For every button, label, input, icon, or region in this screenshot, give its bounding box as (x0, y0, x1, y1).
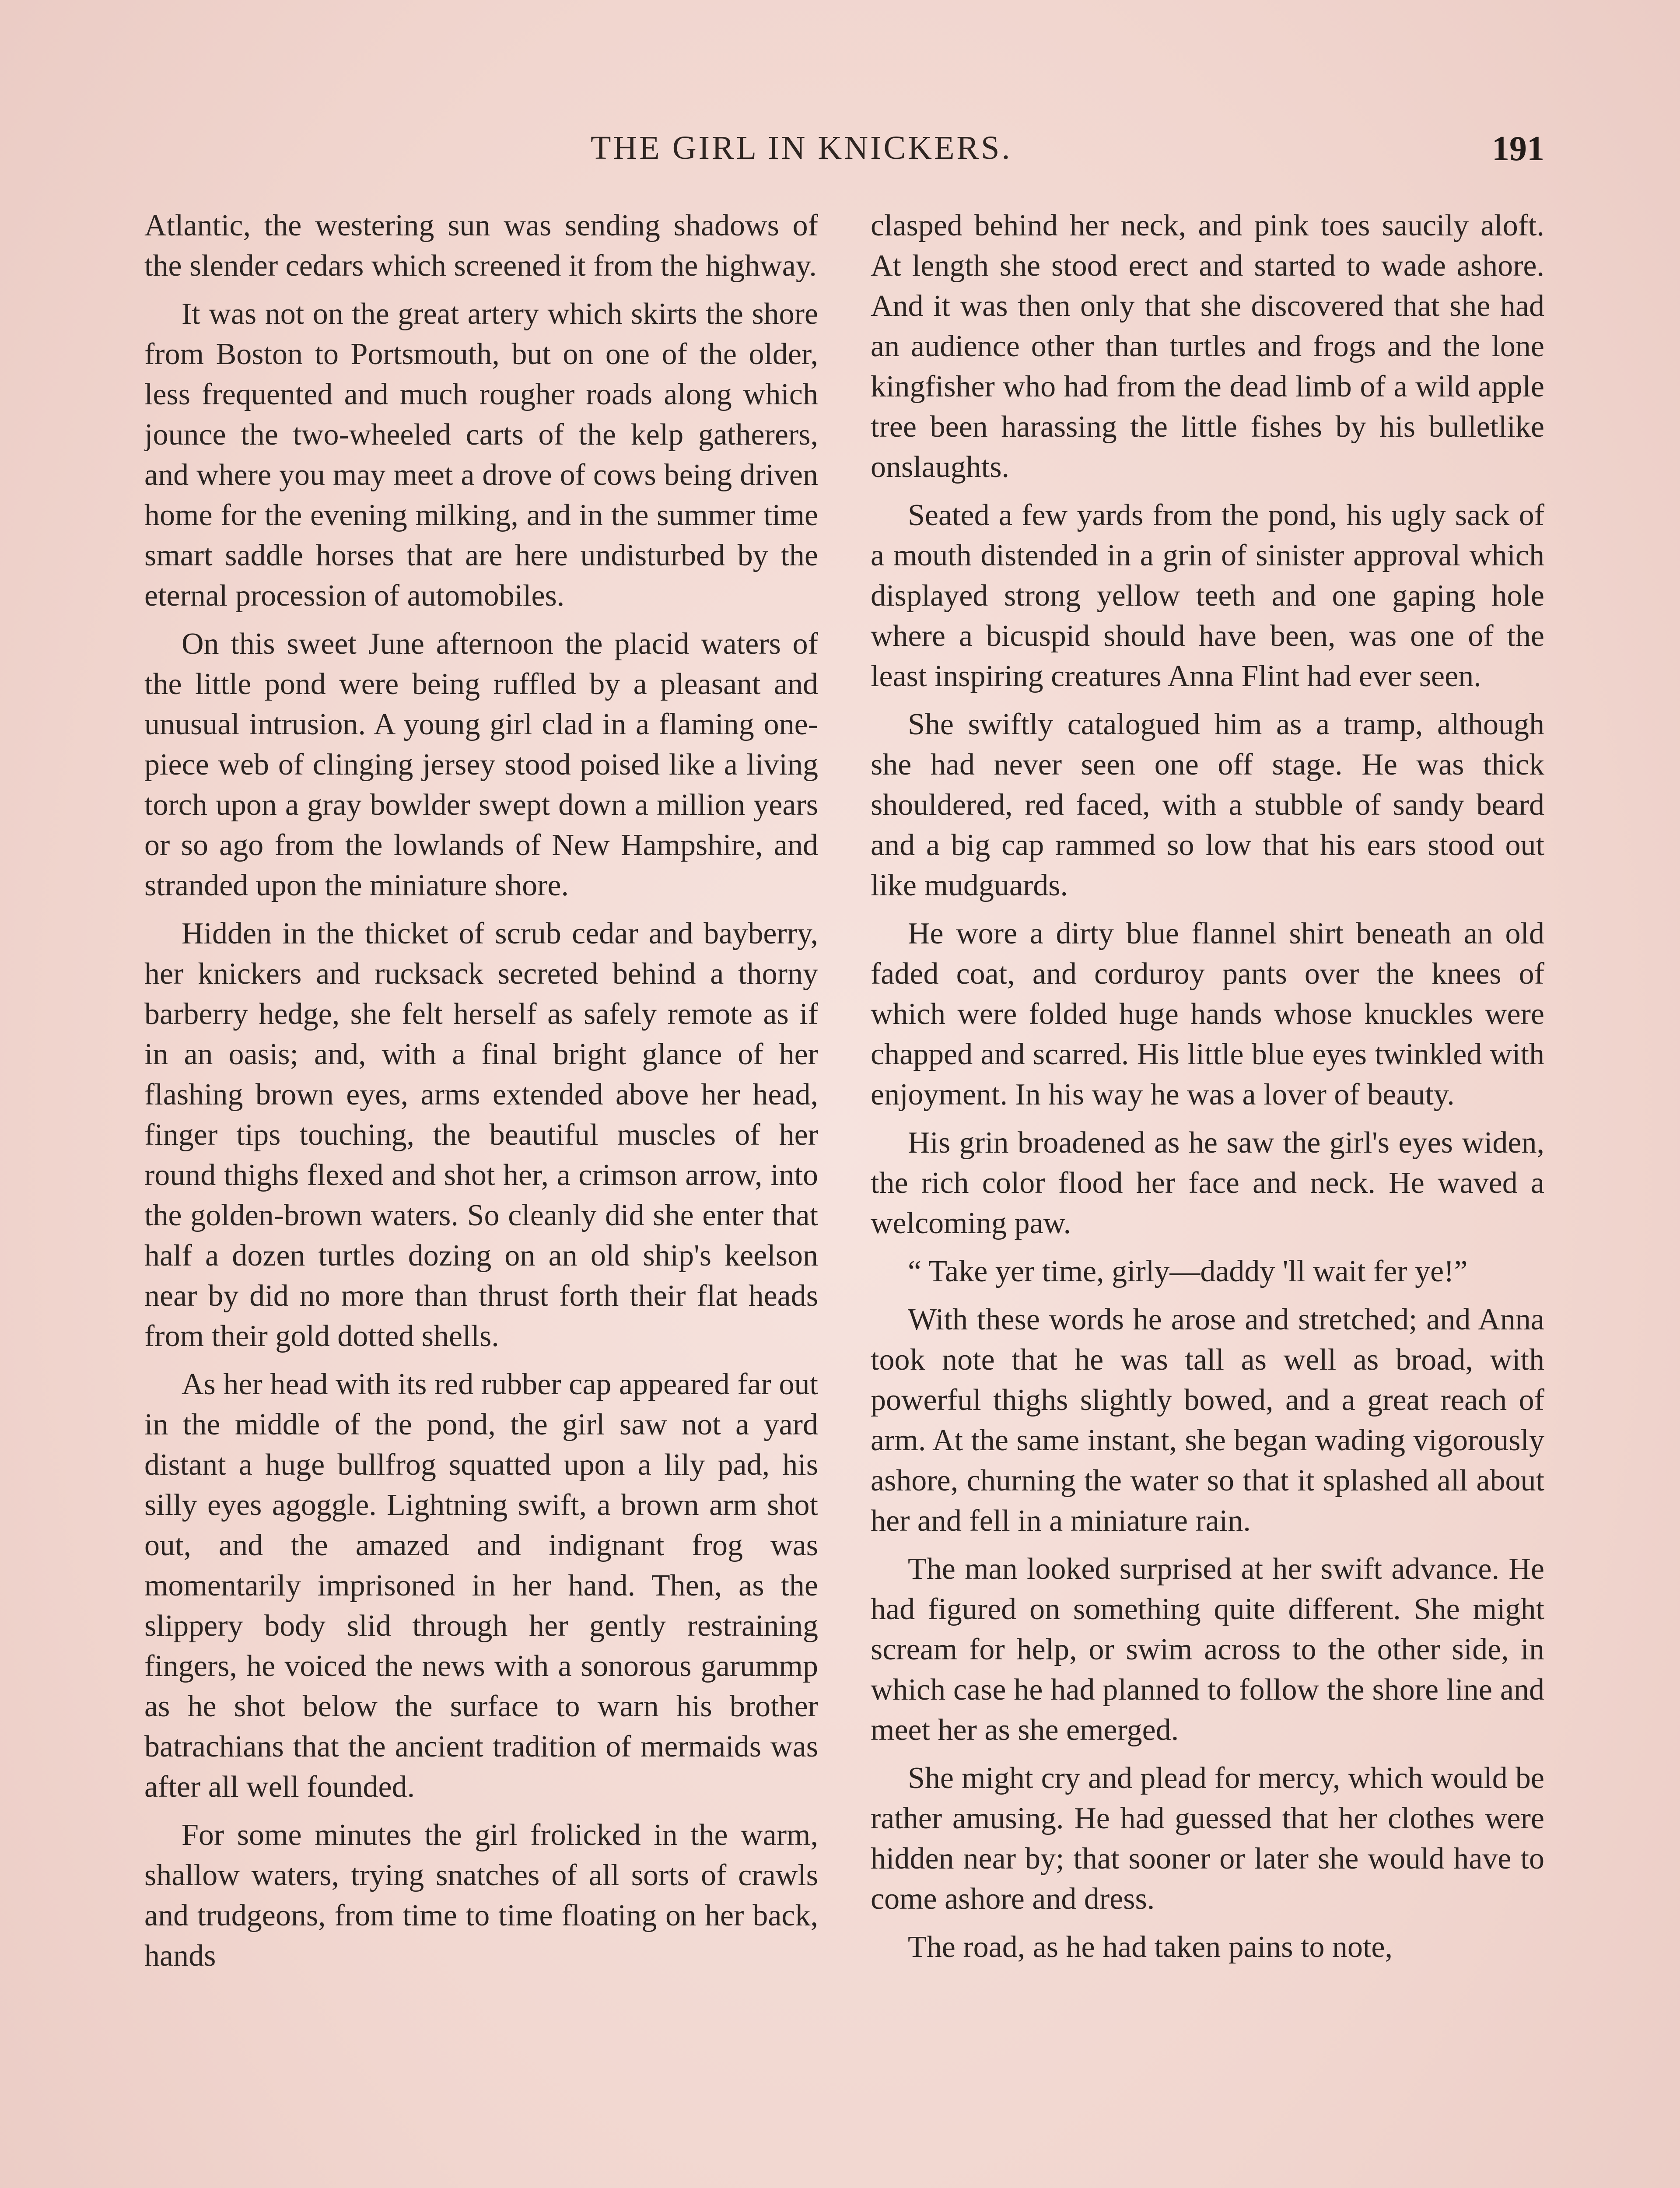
paragraph: clasped behind her neck, and pink toes saucily aloft. At length she stood erect and started to wade ashore. And it was then only that she discovered that she had an audience other than turtles and frogs and the lone kingfisher who had from the dead limb of a wild apple tree been harassing the little fishes by his bulletlike onslaughts. (871, 209, 1544, 484)
paragraph: She might cry and plead for mercy, which would be rather amusing. He had guessed that her clothes were hidden near by; that sooner or later she would have to come ashore and dress. (871, 1761, 1544, 1916)
text-columns (144, 206, 1544, 2188)
left-column (144, 206, 818, 2188)
paragraph: Atlantic, the westering sun was sending shadows of the slender cedars which screened it from the highway. (144, 209, 818, 283)
paragraph: On this sweet June afternoon the placid waters of the little pond were being ruffled by a pleasant and unusual intrusion. A young girl clad in a flaming one-piece web of clinging jersey stood poised like a living torch upon a gray bowlder swept down a million years or so ago from the lowlands of New Hampshire, and stranded upon the miniature shore. (144, 627, 818, 902)
page-number: 191 (1492, 130, 1544, 168)
paragraph: His grin broadened as he saw the girl's eyes widen, the rich color flood her face and neck. He waved a welcoming paw. (871, 1126, 1544, 1240)
paragraph: It was not on the great artery which skirts the shore from Boston to Portsmouth, but on one of the older, less frequented and much rougher roads along which jounce the two-wheeled carts of the kelp gatherers, and where you may meet a drove of cows being driven home for the evening milking, and in the summer time smart saddle horses that are here undisturbed by the eternal procession of automobiles. (144, 297, 818, 613)
paragraph: The road, as he had taken pains to note, (908, 1930, 1393, 1964)
paragraph: As her head with its red rubber cap appeared far out in the middle of the pond, the girl saw not a yard distant a huge bullfrog squatted upon a lily pad, his silly eyes agoggle. Lightning swift, a brown arm shot out, and the amazed and indignant frog was momentarily imprisoned in her hand. Then, as the slippery body slid through her gently restraining fingers, he voiced the news with a sonorous garummp as he shot below the surface to warn his brother batrachians that the ancient tradition of mermaids was after all well founded. (144, 1368, 818, 1804)
paragraph: With these words he arose and stretched; and Anna took note that he was tall as well as broad, with powerful thighs slightly bowed, and a great reach of arm. At the same instant, she began wading vigorously ashore, churning the water so that it splashed all about her and fell in a miniature rain. (871, 1303, 1544, 1538)
running-title: THE GIRL IN KNICKERS. (591, 130, 1012, 166)
dialogue-paragraph: “ Take yer time, girly—daddy 'll wait fer ye!” (908, 1255, 1468, 1288)
paragraph: Seated a few yards from the pond, his ugly sack of a mouth distended in a grin of sinister approval which displayed strong yellow teeth and one gaping hole where a bicuspid should have been, was one of the least inspiring creatures Anna Flint had ever seen. (871, 498, 1544, 693)
paragraph: He wore a dirty blue flannel shirt beneath an old faded coat, and corduroy pants over the knees of which were folded huge hands whose knuckles were chapped and scarred. His little blue eyes twinkled with enjoyment. In his way he was a lover of beauty. (871, 917, 1544, 1112)
right-column (871, 206, 1544, 2188)
paragraph: For some minutes the girl frolicked in the warm, shallow waters, trying snatches of all sorts of crawls and trudgeons, from time to time floating on her back, hands (144, 1818, 818, 1973)
paragraph: Hidden in the thicket of scrub cedar and bayberry, her knickers and rucksack secreted behind a thorny barberry hedge, she felt herself as safely remote as if in an oasis; and, with a final bright glance of her flashing brown eyes, arms extended above her head, finger tips touching, the beautiful muscles of her round thighs flexed and shot her, a crimson arrow, into the golden-brown waters. So cleanly did she enter that half a dozen turtles dozing on an old ship's keelson near by did no more than thrust forth their flat heads from their gold dotted shells. (144, 917, 818, 1353)
paragraph: The man looked surprised at her swift advance. He had figured on something quite different. She might scream for help, or swim across to the other side, in which case he had planned to follow the shore line and meet her as she emerged. (871, 1552, 1544, 1747)
running-header (144, 129, 1544, 177)
paragraph: She swiftly catalogued him as a tramp, although she had never seen one off stage. He was thick shouldered, red faced, with a stubble of sandy beard and a big cap rammed so low that his ears stood out like mudguards. (871, 708, 1544, 902)
